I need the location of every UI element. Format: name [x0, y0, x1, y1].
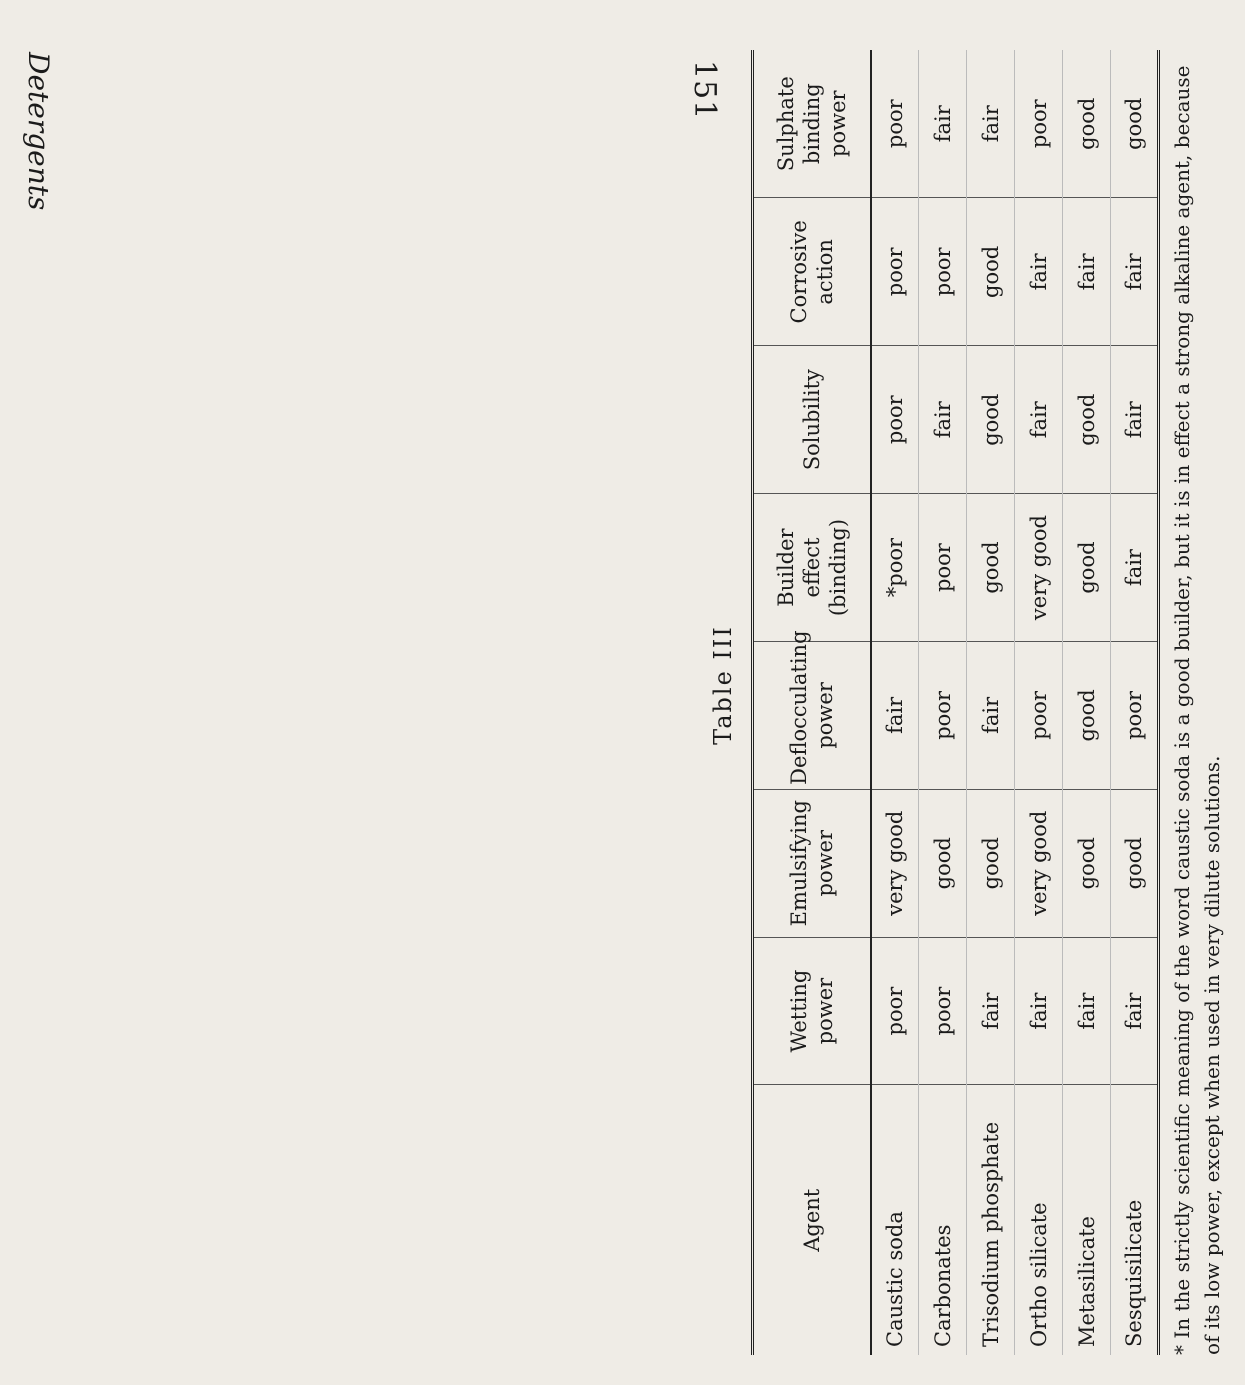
agent-cell: Caustic soda [871, 1085, 919, 1355]
table-cell: fair [919, 50, 967, 198]
table-row [1111, 50, 1159, 1355]
table-cell: good [919, 789, 967, 937]
table-row [919, 50, 967, 1355]
table-cell: poor [919, 198, 967, 346]
table-cell: fair [967, 937, 1015, 1085]
header-cell: Deflocculating power [753, 641, 871, 789]
table-row [871, 50, 919, 1355]
header-cell: Emulsifying power [753, 789, 871, 937]
table-cell: very good [871, 789, 919, 937]
header-cell: Corrosive action [753, 198, 871, 346]
header-cell: Wetting power [753, 937, 871, 1085]
table-cell: good [967, 346, 1015, 494]
table-cell: poor [1111, 641, 1159, 789]
header-cell: Solubility [753, 346, 871, 494]
table-cell: poor [919, 494, 967, 642]
rotated-table-page [705, 5, 1245, 1365]
table-cell: good [1063, 50, 1111, 198]
table-cell: fair [871, 641, 919, 789]
table-cell: fair [1063, 937, 1111, 1085]
table-cell: poor [871, 198, 919, 346]
table-cell: poor [871, 346, 919, 494]
table-cell: good [1063, 641, 1111, 789]
table-cell: fair [1111, 494, 1159, 642]
table-cell: fair [1015, 198, 1063, 346]
agent-cell: Sesquisilicate [1111, 1085, 1159, 1355]
table-cell: poor [919, 641, 967, 789]
header-cell: Sulphate binding power [753, 50, 871, 198]
agent-cell: Trisodium phosphate [967, 1085, 1015, 1355]
table-cell: fair [967, 50, 1015, 198]
header-row [753, 50, 871, 1355]
table-cell: very good [1015, 789, 1063, 937]
table-cell: good [967, 198, 1015, 346]
table-cell: *poor [871, 494, 919, 642]
table-cell: fair [1015, 937, 1063, 1085]
header-cell: Agent [753, 1085, 871, 1355]
table-cell: fair [967, 641, 1015, 789]
table-cell: fair [1111, 198, 1159, 346]
agent-cell: Ortho silicate [1015, 1085, 1063, 1355]
table-cell: good [1063, 789, 1111, 937]
table-cell: poor [871, 50, 919, 198]
table-cell: good [1111, 789, 1159, 937]
table-cell: fair [1063, 198, 1111, 346]
running-head: Detergents [22, 52, 55, 211]
table-row [967, 50, 1015, 1355]
table-cell: fair [1015, 346, 1063, 494]
table-footnote: * In the strictly scientific meaning of the word caustic soda is a good builder, but it is in effect a strong alkaline agent, because of its low power, except when used in very dilute solutions. [1170, 65, 1224, 1355]
table-cell: fair [919, 346, 967, 494]
table-cell: good [1063, 494, 1111, 642]
agent-cell: Carbonates [919, 1085, 967, 1355]
table-cell: very good [1015, 494, 1063, 642]
properties-table [751, 50, 1160, 1355]
table-cell: fair [1111, 937, 1159, 1085]
page-number: 151 [687, 60, 722, 121]
table-cell: good [967, 494, 1015, 642]
table-cell: fair [1111, 346, 1159, 494]
table-title: Table III [709, 625, 737, 745]
table-row [1015, 50, 1063, 1355]
table-cell: poor [919, 937, 967, 1085]
table-row [1063, 50, 1111, 1355]
table-cell: poor [871, 937, 919, 1085]
table-cell: poor [1015, 641, 1063, 789]
table-cell: good [1111, 50, 1159, 198]
table-cell: good [1063, 346, 1111, 494]
table-cell: good [967, 789, 1015, 937]
header-cell: Builder effect (binding) [753, 494, 871, 642]
agent-cell: Metasilicate [1063, 1085, 1111, 1355]
table-cell: poor [1015, 50, 1063, 198]
